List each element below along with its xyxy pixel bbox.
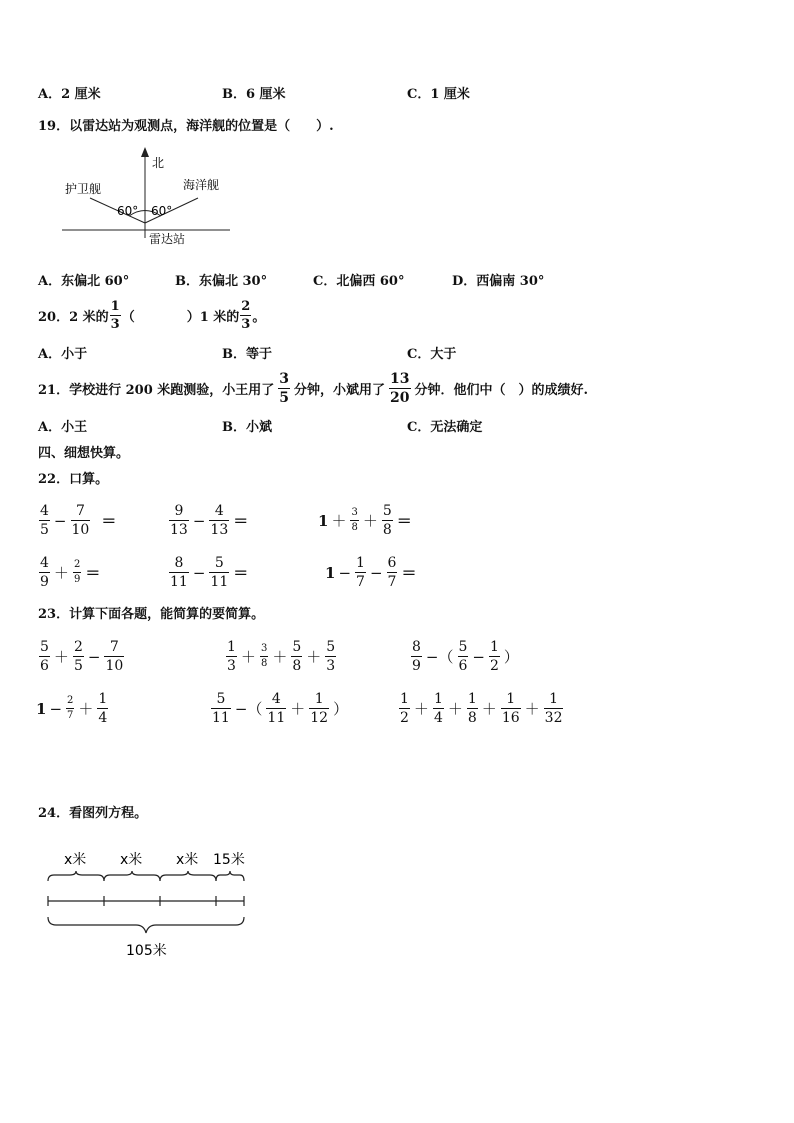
- brace-3-icon: [160, 871, 216, 881]
- numerator: 1: [506, 691, 516, 707]
- equals-sign: ＝: [396, 512, 412, 530]
- numerator: 3: [260, 643, 268, 654]
- north-label: 北: [152, 156, 165, 170]
- operator: −: [338, 563, 352, 582]
- total-brace-icon: [48, 917, 244, 933]
- numerator: 6: [387, 555, 397, 571]
- station-label: 雷达站: [149, 232, 186, 246]
- q24-segment-diagram: [40, 845, 260, 970]
- numerator: 4: [271, 691, 281, 707]
- total-label: 105米: [126, 943, 167, 959]
- operator: −: [192, 563, 206, 582]
- operator: −: [49, 699, 63, 718]
- q19-option-a[interactable]: A．东偏北 60°: [38, 274, 130, 289]
- numerator: 5: [458, 639, 468, 655]
- q22-title: 22．口算。: [38, 472, 109, 487]
- fraction: [39, 556, 50, 589]
- denominator: 32: [544, 710, 563, 726]
- fraction: [399, 692, 410, 725]
- fraction: [501, 692, 521, 725]
- denominator: 13: [210, 522, 229, 538]
- q20-pre: 20．2 米的: [38, 310, 109, 325]
- denominator: 3: [326, 658, 336, 674]
- denominator: 3: [110, 317, 120, 332]
- numerator: 2: [67, 695, 74, 706]
- operator: ＋: [306, 648, 322, 666]
- fraction: [73, 640, 84, 673]
- q21-pre: 21．学校进行 200 米跑测验，小王用了: [38, 383, 275, 398]
- numerator: 1: [314, 691, 324, 707]
- numerator: 1: [98, 691, 108, 707]
- fraction: [355, 556, 366, 589]
- denominator: 2: [400, 710, 409, 726]
- q20-question: [38, 300, 265, 331]
- numerator: 4: [40, 503, 49, 519]
- q21-fraction-1: [278, 372, 290, 405]
- numerator: 5: [326, 639, 336, 655]
- q23-title: 23．计算下面各题，能简算的要简算。: [38, 607, 265, 622]
- fraction: [209, 556, 229, 589]
- denominator: 7: [356, 574, 365, 590]
- numerator: 1: [356, 555, 365, 571]
- ocean-label: 海洋舰: [183, 178, 220, 192]
- numerator: 5: [40, 639, 49, 655]
- fraction: [73, 560, 81, 585]
- numerator: 2: [73, 559, 81, 570]
- q18-option-c[interactable]: C．1 厘米: [407, 87, 470, 102]
- denominator: 11: [212, 710, 230, 726]
- operator: ＋: [447, 700, 463, 718]
- q22-expr-2: [168, 504, 251, 537]
- operator: ＋: [290, 700, 306, 718]
- fraction: [66, 696, 74, 721]
- whole-number: 1: [325, 563, 336, 582]
- denominator: 11: [210, 574, 229, 590]
- q21-option-a[interactable]: A．小王: [38, 420, 88, 435]
- q21-option-c[interactable]: C．无法确定: [407, 420, 483, 435]
- numerator: 1: [400, 691, 409, 707]
- denominator: 16: [501, 710, 520, 726]
- operator: ＋: [331, 512, 347, 530]
- angle-right-label: 60°: [151, 204, 173, 218]
- q20-option-b[interactable]: B．等于: [222, 347, 272, 362]
- operator: ＋: [240, 648, 256, 666]
- q23-expr-5: [210, 692, 351, 725]
- segment-3-label: x米: [176, 852, 199, 868]
- denominator: 12: [310, 710, 329, 726]
- fraction: [382, 504, 393, 537]
- equals-sign: ＝: [101, 512, 117, 530]
- numerator: 3: [351, 507, 358, 518]
- denominator: 3: [241, 317, 251, 332]
- q23-expr-3: [410, 640, 522, 673]
- numerator: 2: [73, 639, 83, 655]
- numerator: 2: [241, 299, 251, 314]
- denominator: 11: [267, 710, 286, 726]
- fraction: [350, 508, 358, 533]
- q22-expr-6: [325, 556, 419, 589]
- operator: −（: [425, 648, 454, 666]
- denominator: 6: [458, 658, 468, 674]
- q19-option-d[interactable]: D．西偏南 30°: [452, 274, 545, 289]
- fraction: [458, 640, 469, 673]
- q24-title: 24．看图列方程。: [38, 806, 148, 821]
- q19-direction-diagram: [55, 143, 245, 253]
- q23-expr-2: [225, 640, 337, 673]
- segment-4-label: 15米: [213, 852, 245, 868]
- q18-option-a[interactable]: A．2 厘米: [38, 87, 101, 102]
- numerator: 7: [109, 639, 119, 655]
- segment-1-label: x米: [64, 852, 87, 868]
- north-arrow-icon: [141, 147, 149, 157]
- denominator: 8: [351, 522, 358, 533]
- fraction: [39, 640, 50, 673]
- q21-post: 分钟．他们中（ ）的成绩好.: [414, 383, 589, 398]
- operator: −: [53, 511, 67, 530]
- numerator: 4: [214, 503, 224, 519]
- numerator: 5: [382, 503, 392, 519]
- denominator: 10: [105, 658, 124, 674]
- denominator: 11: [170, 574, 188, 590]
- denominator: 10: [71, 522, 90, 538]
- q21-mid: 分钟，小斌用了: [294, 383, 386, 398]
- q19-question: 19．以雷达站为观测点，海洋舰的位置是（ ）.: [38, 119, 334, 134]
- numerator: 1: [467, 691, 477, 707]
- q21-option-b[interactable]: B．小斌: [222, 420, 272, 435]
- fraction: [169, 504, 189, 537]
- operator: −: [192, 511, 206, 530]
- q19-option-b[interactable]: B．东偏北 30°: [175, 274, 268, 289]
- brace-2-icon: [104, 871, 160, 881]
- denominator: 8: [260, 658, 268, 669]
- denominator: 9: [40, 574, 49, 590]
- fraction: [411, 640, 422, 673]
- q20-fraction-1: [110, 300, 121, 331]
- q23-expr-1: [38, 640, 125, 673]
- numerator: 1: [549, 691, 559, 707]
- escort-label: 护卫舰: [65, 182, 102, 196]
- equals-sign: ＝: [233, 564, 249, 582]
- numerator: 5: [292, 639, 302, 655]
- denominator: 4: [433, 710, 443, 726]
- operator: −: [472, 647, 485, 666]
- q20-fraction-2: [240, 300, 251, 331]
- q23-expr-4: [36, 692, 109, 725]
- fraction: [544, 692, 564, 725]
- q20-option-a[interactable]: A．小于: [38, 347, 88, 362]
- denominator: 13: [170, 522, 188, 538]
- fraction: [169, 556, 189, 589]
- fraction: [104, 640, 124, 673]
- numerator: 4: [40, 555, 49, 571]
- denominator: 7: [67, 710, 74, 721]
- fraction: [226, 640, 237, 673]
- q20-mid: （ ）1 米的: [121, 310, 240, 325]
- fraction: [39, 504, 50, 537]
- denominator: 6: [40, 658, 49, 674]
- operator: ＋: [413, 700, 429, 718]
- fraction: [489, 640, 500, 673]
- denominator: 5: [73, 658, 83, 674]
- fraction: [325, 640, 336, 673]
- operator: ＋: [78, 700, 94, 718]
- section-4-heading: 四、细想快算。: [38, 446, 130, 461]
- fraction: [387, 556, 398, 589]
- denominator: 20: [390, 390, 410, 406]
- denominator: 8: [382, 522, 392, 538]
- denominator: 7: [387, 574, 397, 590]
- fraction: [71, 504, 91, 537]
- numerator: 1: [490, 639, 499, 655]
- equals-sign: ＝: [401, 564, 417, 582]
- fraction: [97, 692, 108, 725]
- segment-2-label: x米: [120, 852, 143, 868]
- numerator: 13: [390, 371, 410, 387]
- equals-sign: ＝: [233, 512, 249, 530]
- q21-fraction-2: [389, 372, 410, 405]
- numerator: 8: [174, 555, 184, 571]
- numerator: 1: [227, 639, 236, 655]
- close-paren: ）: [503, 648, 519, 666]
- q21-question: [38, 372, 588, 405]
- fraction: [433, 692, 444, 725]
- q22-expr-3: [318, 504, 415, 537]
- q22-expr-4: [38, 556, 103, 589]
- fraction: [266, 692, 286, 725]
- fraction: [467, 692, 478, 725]
- equals-sign: ＝: [85, 564, 101, 582]
- denominator: 2: [490, 658, 499, 674]
- numerator: 3: [279, 371, 290, 387]
- q22-expr-1: [38, 504, 119, 537]
- fraction: [291, 640, 302, 673]
- denominator: 8: [292, 658, 302, 674]
- close-paren: ）: [333, 700, 349, 718]
- numerator: 1: [110, 299, 120, 314]
- numerator: 8: [412, 639, 421, 655]
- q18-option-b[interactable]: B．6 厘米: [222, 87, 286, 102]
- q20-post: 。: [252, 310, 266, 325]
- denominator: 5: [40, 522, 49, 538]
- operator: −: [369, 563, 383, 582]
- denominator: 4: [98, 710, 108, 726]
- q22-expr-5: [168, 556, 251, 589]
- operator: ＋: [481, 700, 497, 718]
- q19-option-c[interactable]: C．北偏西 60°: [313, 274, 405, 289]
- operator: ＋: [53, 648, 69, 666]
- operator: ＋: [53, 564, 69, 582]
- numerator: 5: [216, 691, 226, 707]
- denominator: 5: [279, 390, 290, 406]
- numerator: 9: [174, 503, 184, 519]
- numerator: 5: [214, 555, 224, 571]
- q23-expr-6: [398, 692, 564, 725]
- denominator: 3: [227, 658, 236, 674]
- numerator: 1: [433, 691, 443, 707]
- fraction: [260, 644, 268, 669]
- denominator: 9: [73, 574, 81, 585]
- denominator: 8: [467, 710, 477, 726]
- brace-4-icon: [216, 871, 244, 881]
- fraction: [309, 692, 329, 725]
- fraction: [211, 692, 231, 725]
- denominator: 9: [412, 658, 421, 674]
- fraction: [209, 504, 229, 537]
- q20-option-c[interactable]: C．大于: [407, 347, 457, 362]
- angle-left-label: 60°: [117, 204, 139, 218]
- operator: ＋: [524, 700, 540, 718]
- brace-1-icon: [48, 871, 104, 881]
- operator: ＋: [362, 512, 378, 530]
- operator: −: [87, 647, 101, 666]
- whole-number: 1: [318, 511, 329, 530]
- whole-number: 1: [36, 699, 47, 718]
- numerator: 7: [75, 503, 85, 519]
- operator: −（: [234, 700, 263, 718]
- operator: ＋: [272, 648, 288, 666]
